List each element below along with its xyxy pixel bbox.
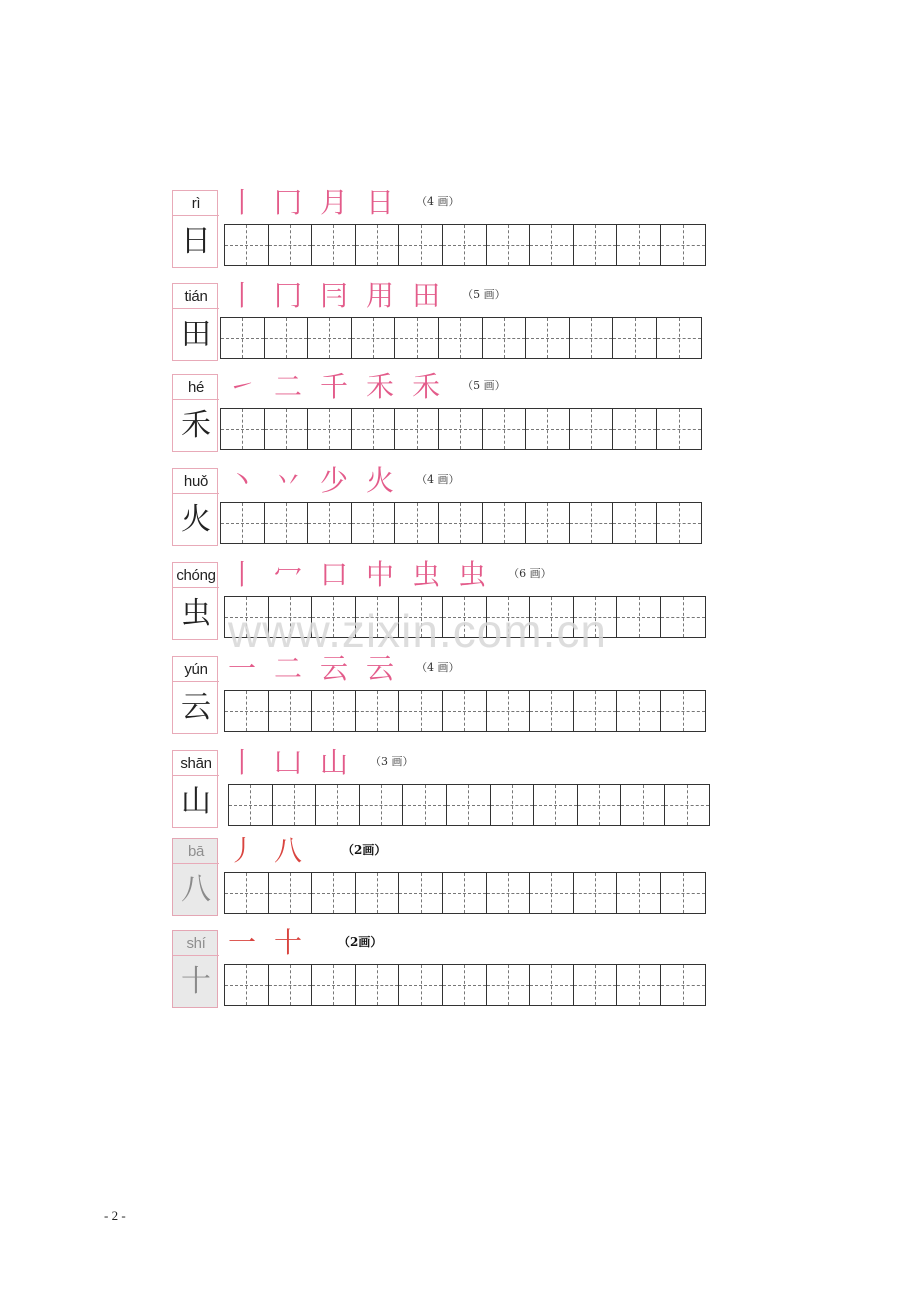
stroke-step: 火	[366, 464, 395, 497]
writing-cell	[356, 225, 400, 265]
writing-cell	[574, 225, 618, 265]
writing-cell	[229, 785, 273, 825]
stroke-step: ㇀	[228, 370, 257, 403]
practice-row-he	[172, 370, 712, 456]
writing-cell	[265, 503, 309, 543]
model-character: 禾	[181, 408, 211, 443]
stroke-step: 中	[366, 558, 395, 591]
writing-cell	[225, 225, 269, 265]
stroke-step: 一	[228, 652, 257, 685]
writing-cell	[570, 503, 614, 543]
writing-cell	[487, 225, 531, 265]
model-character: 虫	[181, 596, 211, 631]
writing-cell	[312, 225, 356, 265]
stroke-step: 千	[320, 370, 349, 403]
character-card	[172, 283, 218, 361]
character-card	[172, 562, 218, 640]
writing-cell	[356, 597, 400, 637]
writing-cell	[269, 597, 313, 637]
stroke-order	[228, 462, 460, 496]
stroke-count: （2画）	[342, 842, 387, 857]
writing-cell	[439, 409, 483, 449]
writing-cell	[312, 965, 356, 1005]
stroke-step: 八	[274, 834, 303, 867]
writing-cell	[395, 318, 439, 358]
writing-cell	[665, 785, 709, 825]
writing-cell	[657, 318, 701, 358]
writing-cell	[530, 225, 574, 265]
stroke-count: （3 画）	[370, 755, 414, 768]
writing-cell	[399, 597, 443, 637]
writing-cell	[487, 691, 531, 731]
stroke-order	[228, 184, 460, 218]
practice-row-ri	[172, 186, 712, 272]
writing-grid	[224, 224, 706, 266]
stroke-step: 丨	[228, 558, 257, 591]
writing-cell	[617, 691, 661, 731]
stroke-count: （2画）	[338, 934, 383, 949]
writing-cell	[439, 503, 483, 543]
writing-cell	[356, 965, 400, 1005]
character-card	[172, 656, 218, 734]
model-character: 十	[181, 964, 211, 999]
writing-cell	[613, 318, 657, 358]
stroke-step: 凵	[274, 746, 303, 779]
model-character: 田	[181, 317, 211, 352]
stroke-count: （6 画）	[508, 567, 552, 580]
writing-cell	[570, 409, 614, 449]
writing-cell	[399, 873, 443, 913]
pinyin-label: shān	[173, 753, 219, 776]
stroke-step: 禾	[366, 370, 395, 403]
writing-grid	[228, 784, 710, 826]
pinyin-label: yún	[173, 659, 219, 682]
pinyin-label: bā	[173, 841, 219, 864]
stroke-order	[228, 924, 382, 958]
writing-cell	[574, 873, 618, 913]
writing-cell	[443, 597, 487, 637]
watermark: www.zixin.com.cn	[228, 605, 607, 657]
stroke-step: 冃	[320, 279, 349, 312]
writing-grid	[224, 596, 706, 638]
pinyin-label: chóng	[173, 565, 219, 588]
model-character: 云	[181, 690, 211, 725]
writing-cell	[661, 597, 705, 637]
stroke-step: 禾	[412, 370, 441, 403]
writing-cell	[621, 785, 665, 825]
writing-grid	[224, 690, 706, 732]
stroke-step: 田	[412, 279, 441, 312]
writing-cell	[221, 318, 265, 358]
writing-cell	[661, 225, 705, 265]
writing-cell	[269, 225, 313, 265]
writing-cell	[439, 318, 483, 358]
writing-cell	[661, 691, 705, 731]
stroke-step: 口	[320, 558, 349, 591]
writing-cell	[221, 503, 265, 543]
stroke-step: 二	[274, 370, 303, 403]
stroke-step: 丨	[228, 279, 257, 312]
stroke-step: 用	[366, 279, 395, 312]
stroke-step: 云	[320, 652, 349, 685]
writing-cell	[657, 503, 701, 543]
stroke-order	[228, 277, 506, 311]
character-card	[172, 468, 218, 546]
stroke-order	[228, 744, 414, 778]
stroke-step: 日	[366, 186, 395, 219]
writing-cell	[225, 965, 269, 1005]
writing-cell	[487, 965, 531, 1005]
stroke-order	[228, 368, 506, 402]
page-number: - 2 -	[104, 1208, 126, 1223]
practice-row-shi	[172, 926, 712, 1012]
writing-cell	[613, 409, 657, 449]
stroke-step: 丨	[228, 746, 257, 779]
stroke-step: 丶	[228, 464, 257, 497]
writing-cell	[225, 873, 269, 913]
writing-cell	[530, 597, 574, 637]
character-card	[172, 838, 218, 916]
stroke-step: 二	[274, 652, 303, 685]
stroke-count: （5 画）	[462, 379, 506, 392]
writing-grid	[224, 872, 706, 914]
writing-cell	[225, 691, 269, 731]
writing-cell	[356, 873, 400, 913]
writing-cell	[403, 785, 447, 825]
writing-cell	[395, 503, 439, 543]
writing-cell	[491, 785, 535, 825]
writing-cell	[574, 691, 618, 731]
writing-cell	[399, 965, 443, 1005]
writing-cell	[308, 318, 352, 358]
stroke-step: 虫	[412, 558, 441, 591]
writing-cell	[483, 503, 527, 543]
stroke-order	[228, 556, 552, 590]
writing-cell	[352, 318, 396, 358]
writing-cell	[356, 691, 400, 731]
stroke-count: （4 画）	[416, 473, 460, 486]
writing-cell	[530, 873, 574, 913]
writing-grid	[220, 408, 702, 450]
stroke-step: 丨	[228, 186, 257, 219]
stroke-step: 山	[320, 746, 349, 779]
writing-cell	[312, 873, 356, 913]
writing-cell	[308, 503, 352, 543]
writing-grid	[220, 317, 702, 359]
writing-cell	[352, 503, 396, 543]
stroke-step: 十	[274, 926, 303, 959]
writing-cell	[570, 318, 614, 358]
character-card	[172, 374, 218, 452]
writing-cell	[487, 873, 531, 913]
stroke-order	[228, 832, 386, 866]
writing-grid	[224, 964, 706, 1006]
pinyin-label: huǒ	[173, 471, 219, 494]
stroke-step: 虫	[458, 558, 487, 591]
writing-cell	[269, 691, 313, 731]
writing-cell	[443, 691, 487, 731]
writing-cell	[483, 409, 527, 449]
stroke-order	[228, 650, 460, 684]
stroke-count: （5 画）	[462, 288, 506, 301]
pinyin-label: hé	[173, 377, 219, 400]
stroke-step: 少	[320, 464, 349, 497]
practice-row-shan	[172, 746, 712, 832]
writing-cell	[265, 409, 309, 449]
writing-cell	[443, 225, 487, 265]
writing-cell	[617, 225, 661, 265]
stroke-count: （4 画）	[416, 195, 460, 208]
character-card	[172, 190, 218, 268]
practice-row-huo	[172, 464, 712, 550]
stroke-step: 冂	[274, 279, 303, 312]
writing-cell	[534, 785, 578, 825]
model-character: 山	[181, 784, 211, 819]
writing-cell	[661, 873, 705, 913]
stroke-step: 月	[320, 186, 349, 219]
stroke-step: 丷	[274, 464, 303, 497]
stroke-step: 云	[366, 652, 395, 685]
writing-cell	[617, 965, 661, 1005]
writing-cell	[574, 965, 618, 1005]
writing-cell	[312, 597, 356, 637]
stroke-step: 丿	[228, 834, 257, 867]
character-card	[172, 750, 218, 828]
writing-cell	[617, 597, 661, 637]
writing-cell	[487, 597, 531, 637]
writing-grid	[220, 502, 702, 544]
writing-cell	[273, 785, 317, 825]
writing-cell	[443, 965, 487, 1005]
writing-cell	[526, 503, 570, 543]
practice-row-yun	[172, 652, 712, 738]
stroke-step: 一	[228, 926, 257, 959]
writing-cell	[613, 503, 657, 543]
model-character: 日	[181, 224, 211, 259]
writing-cell	[657, 409, 701, 449]
writing-cell	[530, 965, 574, 1005]
writing-cell	[526, 318, 570, 358]
writing-cell	[265, 318, 309, 358]
pinyin-label: shí	[173, 933, 219, 956]
writing-cell	[221, 409, 265, 449]
writing-cell	[399, 225, 443, 265]
writing-cell	[530, 691, 574, 731]
writing-cell	[225, 597, 269, 637]
practice-row-ba	[172, 834, 712, 920]
writing-cell	[574, 597, 618, 637]
writing-cell	[661, 965, 705, 1005]
writing-cell	[269, 965, 313, 1005]
model-character: 八	[181, 872, 211, 907]
practice-row-tian	[172, 279, 712, 365]
pinyin-label: tián	[173, 286, 219, 309]
writing-cell	[578, 785, 622, 825]
writing-cell	[352, 409, 396, 449]
writing-cell	[316, 785, 360, 825]
writing-cell	[483, 318, 527, 358]
writing-cell	[617, 873, 661, 913]
stroke-step: 冂	[274, 186, 303, 219]
writing-cell	[399, 691, 443, 731]
writing-cell	[443, 873, 487, 913]
stroke-step: 冖	[274, 558, 303, 591]
pinyin-label: rì	[173, 193, 219, 216]
writing-cell	[269, 873, 313, 913]
character-card	[172, 930, 218, 1008]
writing-cell	[360, 785, 404, 825]
model-character: 火	[181, 502, 211, 537]
writing-cell	[308, 409, 352, 449]
writing-cell	[395, 409, 439, 449]
stroke-count: （4 画）	[416, 661, 460, 674]
practice-row-chong	[172, 558, 712, 644]
writing-cell	[526, 409, 570, 449]
writing-cell	[312, 691, 356, 731]
writing-cell	[447, 785, 491, 825]
